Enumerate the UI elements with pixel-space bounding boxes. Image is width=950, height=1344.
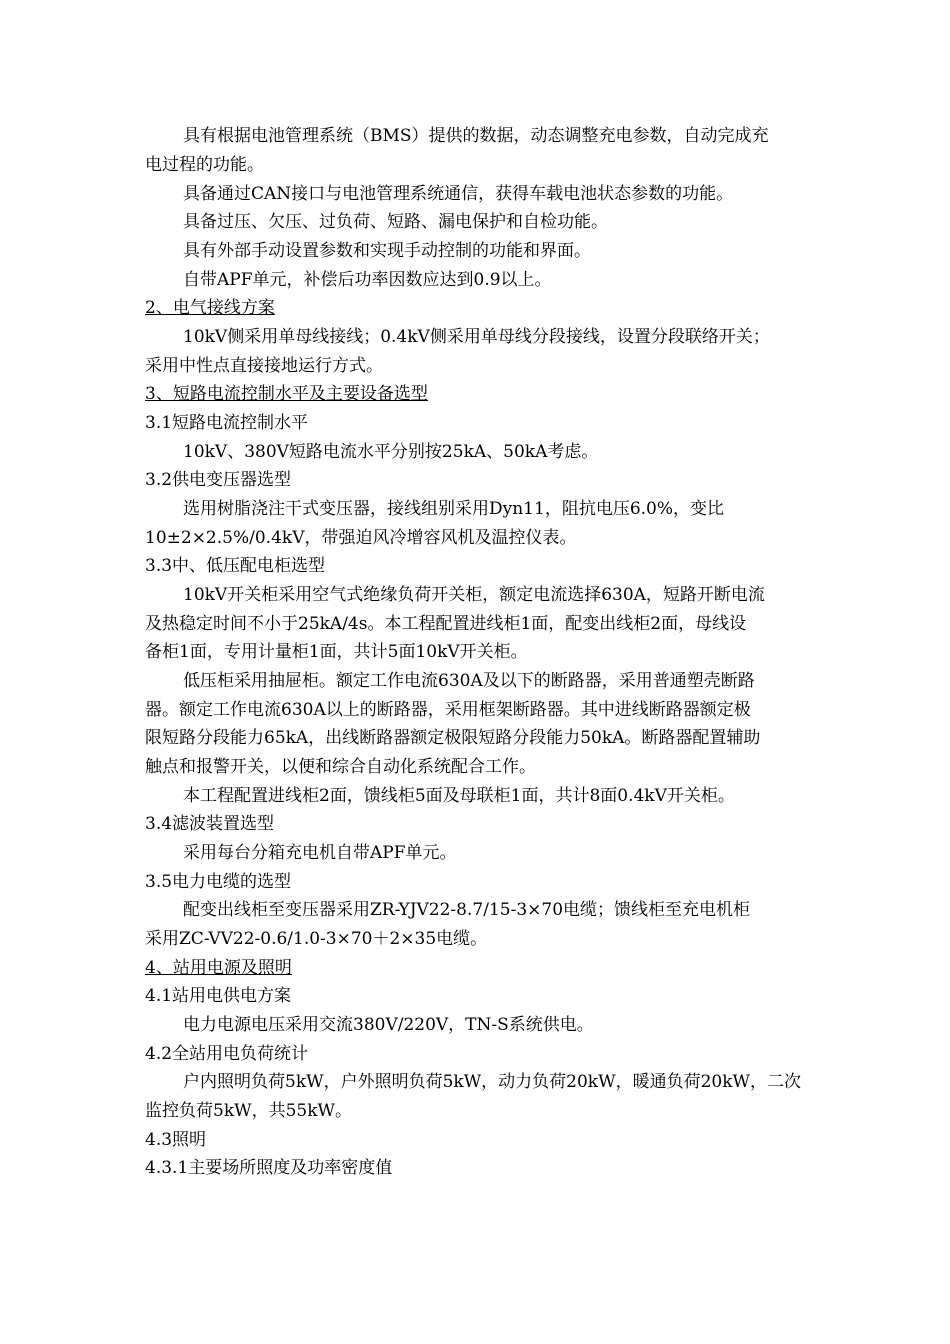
paragraph-line: 10±2×2.5%/0.4kV，带强迫风冷增容风机及温控仪表。 bbox=[145, 528, 577, 548]
subsection-heading: 3.3中、低压配电柜选型 bbox=[145, 556, 326, 576]
paragraph-line: 及热稳定时间不小于25kA/4s。本工程配置进线柜1面，配变出线柜2面，母线设 bbox=[145, 614, 747, 634]
paragraph-line: 具有根据电池管理系统（BMS）提供的数据，动态调整充电参数，自动完成充 bbox=[183, 126, 769, 146]
subsection-heading: 3.5电力电缆的选型 bbox=[145, 872, 292, 892]
paragraph-line: 限短路分段能力65kA，出线断路器额定极限短路分段能力50kA。断路器配置辅助 bbox=[145, 728, 761, 748]
paragraph-line: 备柜1面，专用计量柜1面，共计5面10kV开关柜。 bbox=[145, 642, 528, 662]
paragraph-line: 10kV侧采用单母线接线；0.4kV侧采用单母线分段接线，设置分段联络开关； bbox=[183, 327, 770, 347]
subsection-heading: 3.1短路电流控制水平 bbox=[145, 413, 309, 433]
paragraph-line: 具备过压、欠压、过负荷、短路、漏电保护和自检功能。 bbox=[183, 212, 608, 232]
paragraph-line: 本工程配置进线柜2面，馈线柜5面及母联柜1面，共计8面0.4kV开关柜。 bbox=[183, 786, 735, 806]
paragraph-line: 户内照明负荷5kW，户外照明负荷5kW，动力负荷20kW，暖通负荷20kW，二次 bbox=[183, 1072, 801, 1092]
paragraph-line: 采用每台分箱充电机自带APF单元。 bbox=[183, 843, 457, 863]
paragraph-line: 配变出线柜至变压器采用ZR-YJV22-8.7/15-3×70电缆；馈线柜至充电机柜 bbox=[183, 900, 751, 920]
paragraph-line: 电过程的功能。 bbox=[145, 155, 264, 175]
subsection-heading: 4.1站用电供电方案 bbox=[145, 986, 292, 1006]
paragraph-line: 采用ZC-VV22-0.6/1.0-3×70＋2×35电缆。 bbox=[145, 929, 488, 949]
subsection-heading: 4.2全站用电负荷统计 bbox=[145, 1044, 309, 1064]
paragraph-line: 具有外部手动设置参数和实现手动控制的功能和界面。 bbox=[183, 241, 591, 261]
section-heading: 2、电气接线方案 bbox=[145, 298, 275, 318]
paragraph-line: 低压柜采用抽屉柜。额定工作电流630A及以下的断路器，采用普通塑壳断路 bbox=[183, 671, 755, 691]
paragraph-line: 10kV、380V短路电流水平分别按25kA、50kA考虑。 bbox=[183, 442, 599, 462]
section-heading: 4、站用电源及照明 bbox=[145, 958, 292, 978]
paragraph-line: 电力电源电压采用交流380V/220V，TN-S系统供电。 bbox=[183, 1015, 594, 1035]
section-heading: 3、短路电流控制水平及主要设备选型 bbox=[145, 384, 428, 404]
paragraph-line: 监控负荷5kW，共55kW。 bbox=[145, 1101, 352, 1121]
paragraph-line: 自带APF单元，补偿后功率因数应达到0.9以上。 bbox=[183, 270, 552, 290]
subsection-heading: 3.2供电变压器选型 bbox=[145, 470, 292, 490]
paragraph-line: 10kV开关柜采用空气式绝缘负荷开关柜，额定电流选择630A，短路开断电流 bbox=[183, 585, 765, 605]
paragraph-line: 选用树脂浇注干式变压器，接线组别采用Dyn11，阻抗电压6.0%，变比 bbox=[183, 499, 725, 519]
subsection-heading: 4.3照明 bbox=[145, 1130, 207, 1150]
paragraph-line: 触点和报警开关，以便和综合自动化系统配合工作。 bbox=[145, 757, 536, 777]
subsection-heading: 3.4滤波装置选型 bbox=[145, 814, 275, 834]
paragraph-line: 器。额定工作电流630A以上的断路器，采用框架断路器。其中进线断路器额定极 bbox=[145, 700, 751, 720]
paragraph-line: 具备通过CAN接口与电池管理系统通信，获得车载电池状态参数的功能。 bbox=[183, 184, 734, 204]
paragraph-line: 采用中性点直接接地运行方式。 bbox=[145, 356, 383, 376]
subsection-heading: 4.3.1主要场所照度及功率密度值 bbox=[145, 1158, 393, 1178]
